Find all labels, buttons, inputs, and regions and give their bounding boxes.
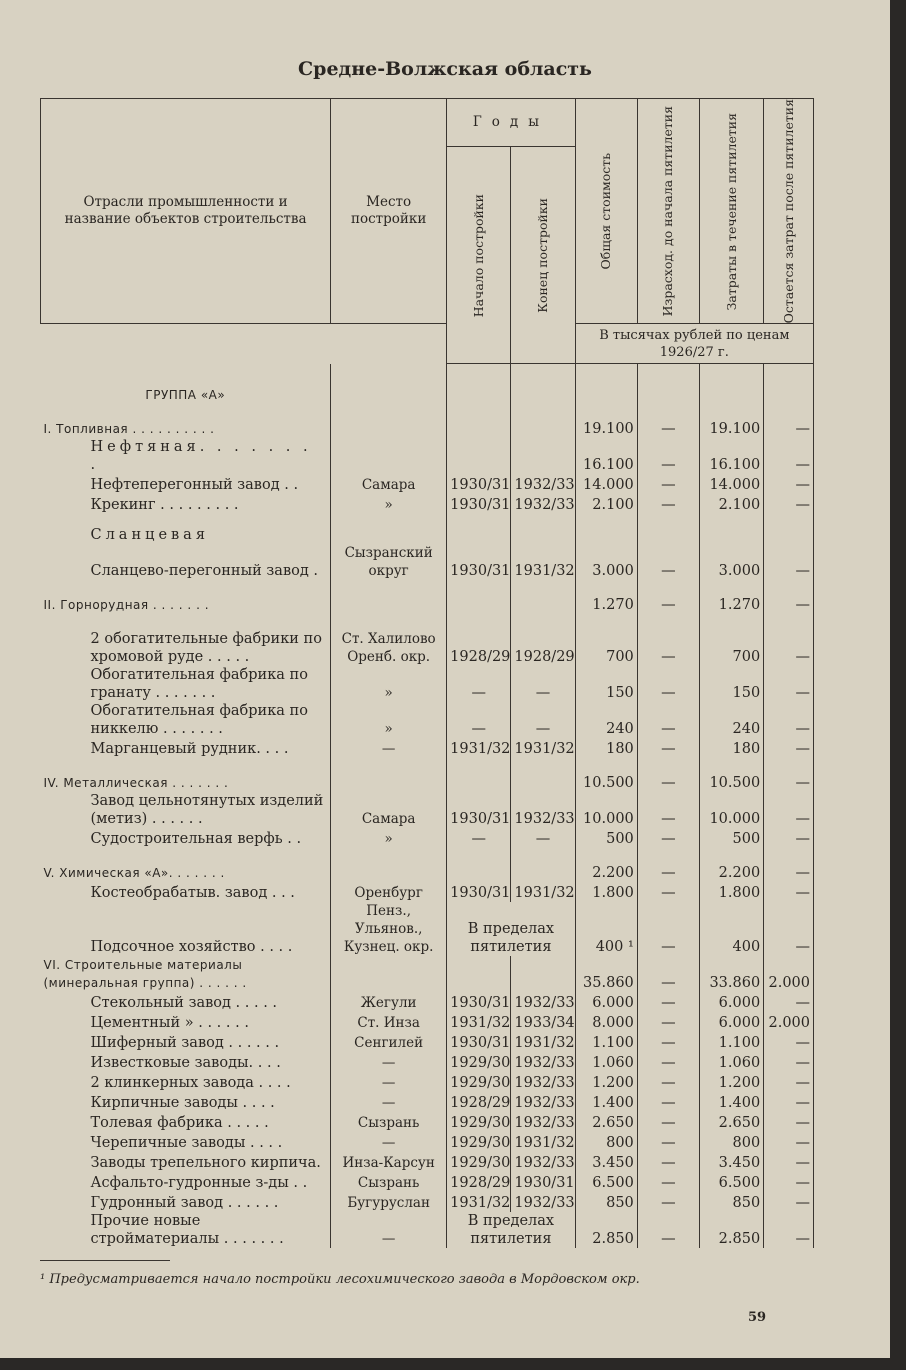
row-end: 1931/32 — [511, 1032, 575, 1052]
row-total: 10.000 — [575, 792, 637, 828]
table-body — [41, 364, 814, 1248]
row-during: 6.000 — [699, 1012, 763, 1032]
row-name: Сланцевая — [90, 526, 209, 543]
row-total: 850 — [575, 1192, 637, 1212]
row-start: 1928/29 — [447, 1092, 511, 1112]
row-spent: — — [637, 1112, 699, 1132]
row-end — [511, 580, 575, 614]
row-end: 1932/33 — [511, 1192, 575, 1212]
row-total: 6.500 — [575, 1172, 637, 1192]
row-name: Цементный » . . . . . . — [90, 1014, 249, 1031]
header-end: Конец постройки — [535, 197, 551, 313]
row-during — [699, 514, 763, 544]
row-during: 180 — [699, 738, 763, 758]
row-after: — — [764, 792, 814, 828]
row-name: Шиферный завод . . . . . . — [90, 1034, 280, 1051]
row-end — [511, 438, 575, 474]
row-total: 1.060 — [575, 1052, 637, 1072]
table-row — [41, 544, 814, 580]
row-start: 1931/32 — [447, 1192, 511, 1212]
row-start: 1930/31 — [447, 494, 511, 514]
row-name: Завод цельнотянутых изделий (метиз) . . . . . . — [90, 792, 324, 827]
row-after: — — [764, 1132, 814, 1152]
row-name: Сланцево-перегонный завод . — [90, 562, 318, 579]
row-after: — — [764, 544, 814, 580]
header-spent: Израсход. до начала пятилетия — [660, 106, 676, 317]
row-place: Жегули — [331, 992, 447, 1012]
table-row — [41, 702, 814, 738]
row-end: 1932/33 — [511, 1072, 575, 1092]
header-after: Остается затрат после пятилетия — [780, 99, 796, 324]
table-row — [41, 494, 814, 514]
row-total: 240 — [575, 702, 637, 738]
row-start — [447, 956, 511, 992]
table-row — [41, 848, 814, 882]
row-name: Крекинг . . . . . . . . . — [90, 496, 239, 513]
row-start: 1929/30 — [447, 1052, 511, 1072]
row-start — [447, 514, 511, 544]
row-total: 8.000 — [575, 1012, 637, 1032]
row-after: — — [764, 1172, 814, 1192]
row-spent: — — [637, 1052, 699, 1072]
row-name: Черепичные заводы . . . . — [90, 1134, 283, 1151]
row-spent: — — [637, 992, 699, 1012]
table-row — [41, 580, 814, 614]
row-end: 1932/33 — [511, 992, 575, 1012]
row-start: 1929/30 — [447, 1072, 511, 1092]
row-start: 1929/30 — [447, 1132, 511, 1152]
table-row — [41, 792, 814, 828]
row-during: 800 — [699, 1132, 763, 1152]
row-after: — — [764, 1092, 814, 1112]
row-place — [331, 758, 447, 792]
row-spent: — — [637, 702, 699, 738]
row-after: — — [764, 404, 814, 438]
row-start: 1931/32 — [447, 1012, 511, 1032]
row-place: — — [331, 1052, 447, 1072]
row-total: 2.850 — [575, 1212, 637, 1248]
row-total: 400 ¹ — [575, 902, 637, 956]
row-spent: — — [637, 438, 699, 474]
row-during: 1.200 — [699, 1072, 763, 1092]
row-name: Асфальто-гудронные з-ды . . — [90, 1174, 308, 1191]
row-start — [447, 758, 511, 792]
table-row — [41, 828, 814, 848]
row-name: Прочие новые стройматериалы . . . . . . . — [90, 1212, 284, 1247]
table-row — [41, 992, 814, 1012]
row-after: — — [764, 702, 814, 738]
row-place: Оренбург — [331, 882, 447, 902]
row-place: — — [331, 1072, 447, 1092]
row-name: Марганцевый рудник. . . . — [90, 740, 289, 757]
row-place: — — [331, 1132, 447, 1152]
row-after: — — [764, 1072, 814, 1092]
table-row — [41, 882, 814, 902]
row-spent: — — [637, 1032, 699, 1052]
row-during: 2.100 — [699, 494, 763, 514]
row-start: 1930/31 — [447, 792, 511, 828]
row-place: » — [331, 828, 447, 848]
row-name: ГРУППА «А» — [145, 387, 226, 402]
row-end — [511, 404, 575, 438]
row-total: 500 — [575, 828, 637, 848]
row-name: VI. Строительные материалы (минеральная группа) . . . . . . — [43, 957, 247, 990]
row-after: — — [764, 1112, 814, 1132]
page-number: 59 — [748, 1310, 767, 1325]
row-during: 240 — [699, 702, 763, 738]
page-title: Средне-Волжская область — [298, 58, 592, 80]
row-end: 1931/32 — [511, 544, 575, 580]
row-end: 1933/34 — [511, 1012, 575, 1032]
row-during: 10.000 — [699, 792, 763, 828]
table-row — [41, 738, 814, 758]
row-total: 1.200 — [575, 1072, 637, 1092]
row-end: 1932/33 — [511, 474, 575, 494]
row-spent — [637, 514, 699, 544]
row-end: 1932/33 — [511, 1092, 575, 1112]
row-start: В пределах пятилетия — [447, 902, 575, 956]
row-during: 2.850 — [699, 1212, 763, 1248]
row-spent: — — [637, 474, 699, 494]
row-after: — — [764, 1052, 814, 1072]
row-name: Гудронный завод . . . . . . — [90, 1194, 279, 1211]
row-name: II. Горнорудная . . . . . . . — [43, 597, 210, 612]
row-spent: — — [637, 1012, 699, 1032]
row-name: Костеобрабатыв. завод . . . — [90, 884, 295, 901]
row-after: — — [764, 614, 814, 666]
row-during: 1.100 — [699, 1032, 763, 1052]
row-during: 3.450 — [699, 1152, 763, 1172]
footnote-rule — [40, 1260, 170, 1261]
row-end — [511, 758, 575, 792]
row-end: 1932/33 — [511, 1152, 575, 1172]
row-name: Толевая фабрика . . . . . — [90, 1114, 269, 1131]
row-after: — — [764, 1152, 814, 1172]
row-spent: — — [637, 956, 699, 992]
row-after: 2.000 — [764, 1012, 814, 1032]
table-row — [41, 614, 814, 666]
row-after — [764, 364, 814, 404]
row-end: 1932/33 — [511, 792, 575, 828]
row-start — [447, 438, 511, 474]
row-name: Обогатительная фабрика по гранату . . . . . . . — [90, 666, 308, 701]
row-total: 10.500 — [575, 758, 637, 792]
row-name: I. Топливная . . . . . . . . . . — [43, 421, 215, 436]
header-years: Годы — [447, 99, 575, 147]
row-spent: — — [637, 1132, 699, 1152]
table-row — [41, 1192, 814, 1212]
row-spent: — — [637, 404, 699, 438]
row-spent: — — [637, 1172, 699, 1192]
table-row — [41, 404, 814, 438]
row-total: 6.000 — [575, 992, 637, 1012]
table-row — [41, 1072, 814, 1092]
row-during: 2.200 — [699, 848, 763, 882]
row-place: » — [331, 666, 447, 702]
table-row — [41, 364, 814, 404]
row-start: 1931/32 — [447, 738, 511, 758]
row-end: 1932/33 — [511, 1052, 575, 1072]
row-start — [447, 848, 511, 882]
row-after: — — [764, 438, 814, 474]
row-start: — — [447, 828, 511, 848]
row-start — [447, 580, 511, 614]
row-name: 2 клинкерных завода . . . . — [90, 1074, 291, 1091]
row-place: » — [331, 702, 447, 738]
row-start: — — [447, 666, 511, 702]
row-start: 1930/31 — [447, 544, 511, 580]
row-place — [331, 580, 447, 614]
row-name: 2 обогатительные фабрики по хромовой руде . . . . . — [90, 630, 322, 665]
row-end: 1930/31 — [511, 1172, 575, 1192]
table-row — [41, 1172, 814, 1192]
table-row — [41, 1012, 814, 1032]
row-total — [575, 364, 637, 404]
row-name: Подсочное хозяйство . . . . — [90, 938, 293, 955]
row-start: 1930/31 — [447, 1032, 511, 1052]
row-start: 1930/31 — [447, 992, 511, 1012]
row-during: 1.400 — [699, 1092, 763, 1112]
row-total: 2.100 — [575, 494, 637, 514]
row-start: 1930/31 — [447, 474, 511, 494]
row-after: — — [764, 828, 814, 848]
row-end: 1931/32 — [511, 1132, 575, 1152]
row-start: 1929/30 — [447, 1112, 511, 1132]
row-end — [511, 514, 575, 544]
row-place: Самара — [331, 792, 447, 828]
row-during: 6.000 — [699, 992, 763, 1012]
row-spent: — — [637, 494, 699, 514]
header-branch: Отрасли промышленности и название объектов строительства — [41, 99, 331, 324]
row-place: — — [331, 1212, 447, 1248]
row-spent: — — [637, 1152, 699, 1172]
header-during: Затраты в течение пятилетия — [723, 112, 739, 310]
table-row — [41, 1132, 814, 1152]
row-name: Известковые заводы. . . . — [90, 1054, 281, 1071]
row-after: — — [764, 474, 814, 494]
row-after: — — [764, 992, 814, 1012]
row-after: — — [764, 666, 814, 702]
row-name: Нефтяная. . . . . . . . — [90, 438, 312, 473]
row-end: — — [511, 828, 575, 848]
row-place: Бугуруслан — [331, 1192, 447, 1212]
row-spent: — — [637, 758, 699, 792]
row-name: Обогатительная фабрика по никкелю . . . . . . . — [90, 702, 308, 737]
row-name: Кирпичные заводы . . . . — [90, 1094, 275, 1111]
row-during: 2.650 — [699, 1112, 763, 1132]
row-place: Сызрань — [331, 1172, 447, 1192]
row-place: — — [331, 738, 447, 758]
header-total: Общая стоимость — [598, 152, 614, 270]
row-spent: — — [637, 848, 699, 882]
row-total: 3.000 — [575, 544, 637, 580]
row-name: IV. Металлическая . . . . . . . — [43, 775, 229, 790]
row-during: 400 — [699, 902, 763, 956]
row-end — [511, 848, 575, 882]
row-end: 1931/32 — [511, 882, 575, 902]
row-place: Ст. Инза — [331, 1012, 447, 1032]
table-row — [41, 438, 814, 474]
row-place — [331, 364, 447, 404]
row-during: 3.000 — [699, 544, 763, 580]
row-during: 1.800 — [699, 882, 763, 902]
row-start — [447, 364, 511, 404]
row-end: 1932/33 — [511, 494, 575, 514]
row-during — [699, 364, 763, 404]
row-spent: — — [637, 1092, 699, 1112]
row-spent: — — [637, 580, 699, 614]
table-row — [41, 1092, 814, 1112]
row-name: Нефтеперегонный завод . . — [90, 476, 299, 493]
row-total: 700 — [575, 614, 637, 666]
row-after: — — [764, 1192, 814, 1212]
row-after: — — [764, 1212, 814, 1248]
row-after: — — [764, 738, 814, 758]
row-start: 1928/29 — [447, 614, 511, 666]
row-place: Сенгилей — [331, 1032, 447, 1052]
row-spent: — — [637, 544, 699, 580]
row-spent: — — [637, 902, 699, 956]
table-row — [41, 474, 814, 494]
row-name: Заводы трепельного кирпича. — [90, 1154, 321, 1171]
row-end: — — [511, 702, 575, 738]
row-name: Стекольный завод . . . . . — [90, 994, 278, 1011]
table-row — [41, 1052, 814, 1072]
row-place: — — [331, 1092, 447, 1112]
row-during: 150 — [699, 666, 763, 702]
table-row — [41, 514, 814, 544]
row-total: 16.100 — [575, 438, 637, 474]
row-spent: — — [637, 1192, 699, 1212]
row-start: 1930/31 — [447, 882, 511, 902]
row-total — [575, 514, 637, 544]
table-row — [41, 1112, 814, 1132]
row-place — [331, 514, 447, 544]
row-spent: — — [637, 614, 699, 666]
row-total: 1.400 — [575, 1092, 637, 1112]
row-spent: — — [637, 1072, 699, 1092]
row-start: В пределах пятилетия — [447, 1212, 575, 1248]
row-spent — [637, 364, 699, 404]
row-during: 14.000 — [699, 474, 763, 494]
row-spent: — — [637, 882, 699, 902]
row-total: 1.100 — [575, 1032, 637, 1052]
row-during: 16.100 — [699, 438, 763, 474]
row-spent: — — [637, 792, 699, 828]
table-row — [41, 1152, 814, 1172]
row-during: 1.270 — [699, 580, 763, 614]
row-spent: — — [637, 828, 699, 848]
row-end — [511, 956, 575, 992]
table-row — [41, 758, 814, 792]
row-total: 19.100 — [575, 404, 637, 438]
row-after: 2.000 — [764, 956, 814, 992]
row-place: Сызранский округ — [331, 544, 447, 580]
row-total: 3.450 — [575, 1152, 637, 1172]
row-total: 1.270 — [575, 580, 637, 614]
table-row — [41, 1212, 814, 1248]
row-after — [764, 514, 814, 544]
row-name: V. Химическая «А». . . . . . . — [43, 865, 225, 880]
row-after: — — [764, 902, 814, 956]
row-spent: — — [637, 666, 699, 702]
row-after: — — [764, 580, 814, 614]
row-during: 19.100 — [699, 404, 763, 438]
row-end — [511, 364, 575, 404]
row-spent: — — [637, 738, 699, 758]
row-place: Ст. Халилово Оренб. окр. — [331, 614, 447, 666]
row-during: 700 — [699, 614, 763, 666]
row-place: Самара — [331, 474, 447, 494]
row-start: 1928/29 — [447, 1172, 511, 1192]
row-place: Инза-Карсун — [331, 1152, 447, 1172]
row-start: 1929/30 — [447, 1152, 511, 1172]
row-during: 850 — [699, 1192, 763, 1212]
row-total: 2.650 — [575, 1112, 637, 1132]
row-place — [331, 848, 447, 882]
row-place — [331, 438, 447, 474]
row-place: » — [331, 494, 447, 514]
row-during: 33.860 — [699, 956, 763, 992]
row-end: 1931/32 — [511, 738, 575, 758]
row-total: 35.860 — [575, 956, 637, 992]
table-row — [41, 902, 814, 956]
row-spent: — — [637, 1212, 699, 1248]
row-during: 6.500 — [699, 1172, 763, 1192]
row-after: — — [764, 494, 814, 514]
row-total: 1.800 — [575, 882, 637, 902]
footnote: ¹ Предусматривается начало постройки лесохимического завода в Мордовском окр. — [40, 1272, 640, 1287]
header-place: Место постройки — [331, 99, 447, 324]
table-row — [41, 666, 814, 702]
row-place — [331, 956, 447, 992]
row-total: 800 — [575, 1132, 637, 1152]
row-place — [331, 404, 447, 438]
row-name: Судостроительная верфь . . — [90, 830, 302, 847]
row-start: — — [447, 702, 511, 738]
row-place: Сызрань — [331, 1112, 447, 1132]
row-total: 14.000 — [575, 474, 637, 494]
row-end: 1928/29 — [511, 614, 575, 666]
header-start: Начало постройки — [470, 193, 486, 317]
row-after: — — [764, 848, 814, 882]
row-after: — — [764, 758, 814, 792]
row-during: 500 — [699, 828, 763, 848]
row-after: — — [764, 882, 814, 902]
row-end: — — [511, 666, 575, 702]
row-during: 10.500 — [699, 758, 763, 792]
row-after: — — [764, 1032, 814, 1052]
row-start — [447, 404, 511, 438]
header-units: В тысячах рублей по ценам 1926/27 г. — [575, 324, 813, 364]
investment-table — [40, 98, 814, 1248]
row-total: 180 — [575, 738, 637, 758]
row-during: 1.060 — [699, 1052, 763, 1072]
row-place: Пенз., Ульянов., Кузнец. окр. — [331, 902, 447, 956]
row-total: 150 — [575, 666, 637, 702]
row-total: 2.200 — [575, 848, 637, 882]
row-end: 1932/33 — [511, 1112, 575, 1132]
table-row — [41, 1032, 814, 1052]
table-row — [41, 956, 814, 992]
